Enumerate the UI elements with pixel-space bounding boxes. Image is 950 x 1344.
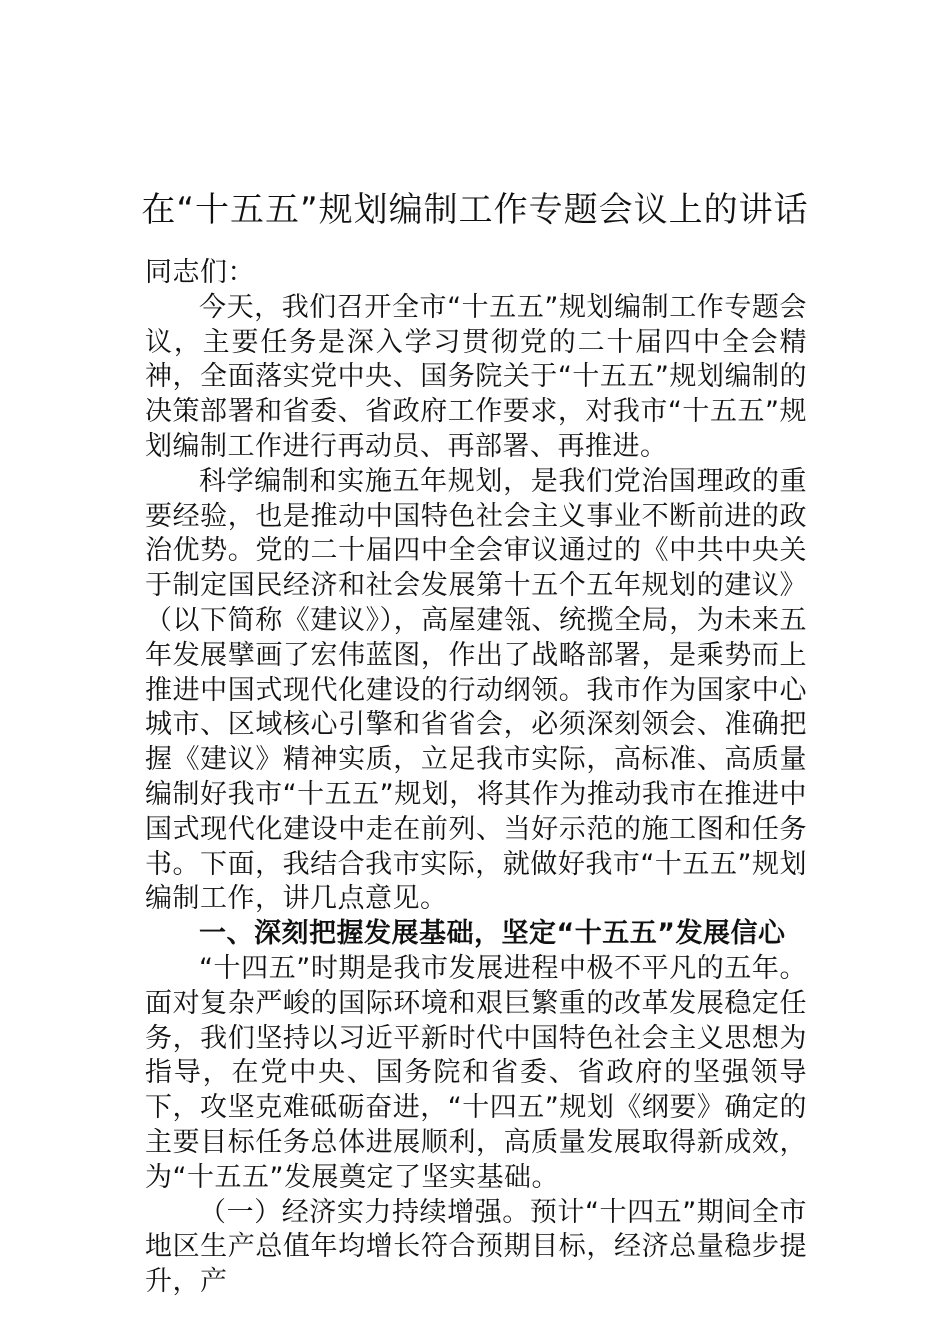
salutation: 同志们： [145,257,255,288]
paragraph-background: 科学编制和实施五年规划，是我们党治国理政的重要经验，也是推动中国特色社会主义事业不断前进的政治优势。党的二十届四中全会审议通过的《中共中央关于制定国民经济和社会发展第十五个五年规划的建议》（以下简称《建议》），高屋建瓴、统揽全局，为未来五年发展擘画了宏伟蓝图，作出了战略部署，是乘势而上推进中国式现代化建设的行动纲领。我市作为国家中心城市、区域核心引擎和省省会，必须深刻领会、准确把握《建议》精神实质，立足我市实际，高标准、高质量编制好我市“十五五”规划，将其作为推动我市在推进中国式现代化建设中走在前列、当好示范的施工图和任务书。下面，我结合我市实际，就做好我市“十五五”规划编制工作，讲几点意见。 [145,465,807,915]
paragraph-economy: （一）经济实力持续增强。预计“十四五”期间全市地区生产总值年均增长符合预期目标，经济总量稳步提升，产 [145,1196,807,1298]
paragraph-intro: 今天，我们召开全市“十五五”规划编制工作专题会议，主要任务是深入学习贯彻党的二十届四中全会精神，全面落实党中央、国务院关于“十五五”规划编制的决策部署和省委、省政府工作要求，对我市“十五五”规划编制工作进行再动员、再部署、再推进。 [145,291,807,462]
paragraph-review: “十四五”时期是我市发展进程中极不平凡的五年。面对复杂严峻的国际环境和艰巨繁重的改革发展稳定任务，我们坚持以习近平新时代中国特色社会主义思想为指导，在党中央、国务院和省委、省政府的坚强领导下，攻坚克难砥砺奋进，“十四五”规划《纲要》确定的主要目标任务总体进展顺利，高质量发展取得新成效，为“十五五”发展奠定了坚实基础。 [145,952,807,1193]
document-title: 在“十五五”规划编制工作专题会议上的讲话 [141,189,809,230]
document-body [145,256,807,1300]
section-heading: 一、深刻把握发展基础，坚定“十五五”发展信心 [199,918,786,950]
